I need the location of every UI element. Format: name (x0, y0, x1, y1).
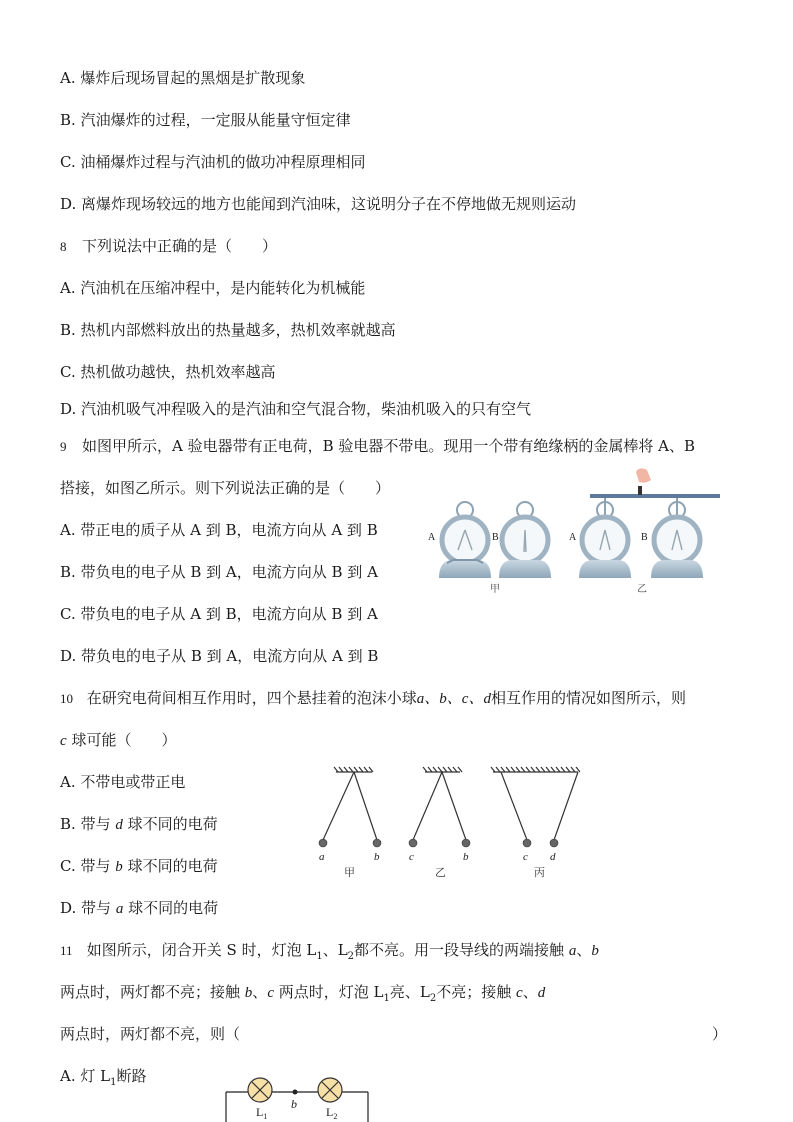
metal-rod (590, 468, 720, 498)
caption-yi: 乙 (637, 584, 647, 595)
point-b-label: b (291, 1097, 297, 1111)
ball-label-c-bing: c (523, 851, 528, 863)
junction-b (293, 1090, 298, 1095)
electroscope-yi-b (651, 498, 703, 578)
electroscope-jia-a (439, 502, 491, 578)
q9-option-c: C. 带负电的电子从 A 到 B，电流方向从 B 到 A (60, 605, 378, 623)
q8-option-c: C. 热机做功越快，热机效率越高 (60, 363, 276, 381)
electroscope-yi-a (579, 498, 631, 578)
q11-stem-line3: 两点时，两灯都不亮，则（ (60, 1025, 241, 1043)
circuit-figure (222, 1072, 374, 1122)
prev-option-a: A. 爆炸后现场冒起的黑烟是扩散现象 (60, 69, 306, 87)
lamp-l1 (248, 1078, 272, 1102)
caption-jia: 甲 (490, 584, 500, 595)
prev-option-b: B. 汽油爆炸的过程，一定服从能量守恒定律 (60, 111, 351, 129)
q11-stem-line1: 11 如图所示，闭合开关 S 时，灯泡 $L_1$、$L_2$都不亮。用一段导线的两端接触 a、b (60, 941, 599, 962)
q10-option-c: C. 带与 b 球不同的电荷 (60, 857, 218, 875)
ball-label-b-yi: b (463, 851, 469, 863)
electroscope-jia-b (499, 502, 551, 578)
prev-option-d: D. 离爆炸现场较远的地方也能闻到汽油味，这说明分子在不停地做无规则运动 (60, 195, 577, 213)
lamp-l1-label: $L_1$ (256, 1105, 268, 1121)
label-b-yi: B (641, 532, 648, 543)
q11-stem-line2: 两点时，两灯都不亮；接触 b、c 两点时，灯泡 $L_1$亮、$L_2$不亮；接触 c、d (60, 983, 546, 1004)
ball-label-c-yi: c (409, 851, 414, 863)
q8-option-a: A. 汽油机在压缩冲程中，是内能转化为机械能 (60, 279, 366, 297)
q10-option-d: D. 带与 a 球不同的电荷 (60, 899, 219, 917)
ball-label-a: a (319, 851, 325, 863)
q9-option-d: D. 带负电的电子从 B 到 A，电流方向从 A 到 B (60, 647, 379, 665)
q11-option-a: A. 灯 $L_1$断路 (60, 1067, 147, 1088)
q9-option-a: A. 带正电的质子从 A 到 B，电流方向从 A 到 B (60, 521, 378, 539)
q9-option-b: B. 带负电的电子从 B 到 A，电流方向从 B 到 A (60, 563, 378, 581)
caption-yi: 乙 (435, 867, 446, 879)
q10-option-b: B. 带与 d 球不同的电荷 (60, 815, 218, 833)
q10-stem-line1: 10 在研究电荷间相互作用时，四个悬挂着的泡沫小球a、b、c、d相互作用的情况如图所示，则 (60, 689, 686, 707)
q9-stem-line2: 搭接，如图乙所示。则下列说法正确的是（ ） (60, 479, 391, 497)
ball-label-b-jia: b (374, 851, 380, 863)
q8-option-b: B. 热机内部燃料放出的热量越多，热机效率就越高 (60, 321, 396, 339)
caption-bing: 丙 (534, 867, 545, 879)
label-a-jia: A (428, 532, 436, 543)
prev-option-c: C. 油桶爆炸过程与汽油机的做功冲程原理相同 (60, 153, 366, 171)
q10-option-a: A. 不带电或带正电 (60, 773, 186, 791)
ball-label-d: d (550, 851, 556, 863)
q8-option-d: D. 汽油机吸气冲程吸入的是汽油和空气混合物，柴油机吸入的只有空气 (60, 400, 532, 418)
electroscope-figure (425, 468, 745, 598)
label-b-jia: B (492, 532, 499, 543)
lamp-l2-label: $L_2$ (326, 1105, 338, 1121)
caption-jia: 甲 (344, 867, 355, 879)
q11-answer-paren-close: ） (712, 1025, 728, 1043)
hanging-balls-figure (310, 764, 600, 884)
lamp-l2 (318, 1078, 342, 1102)
q9-stem-line1: 9 如图甲所示，A 验电器带有正电荷，B 验电器不带电。现用一个带有绝缘柄的金属棒将 A、B (60, 437, 696, 455)
label-a-yi: A (569, 532, 577, 543)
q8-stem: 8 下列说法中正确的是（ ） (60, 237, 278, 255)
q10-stem-line2: c 球可能（ ） (60, 731, 177, 749)
